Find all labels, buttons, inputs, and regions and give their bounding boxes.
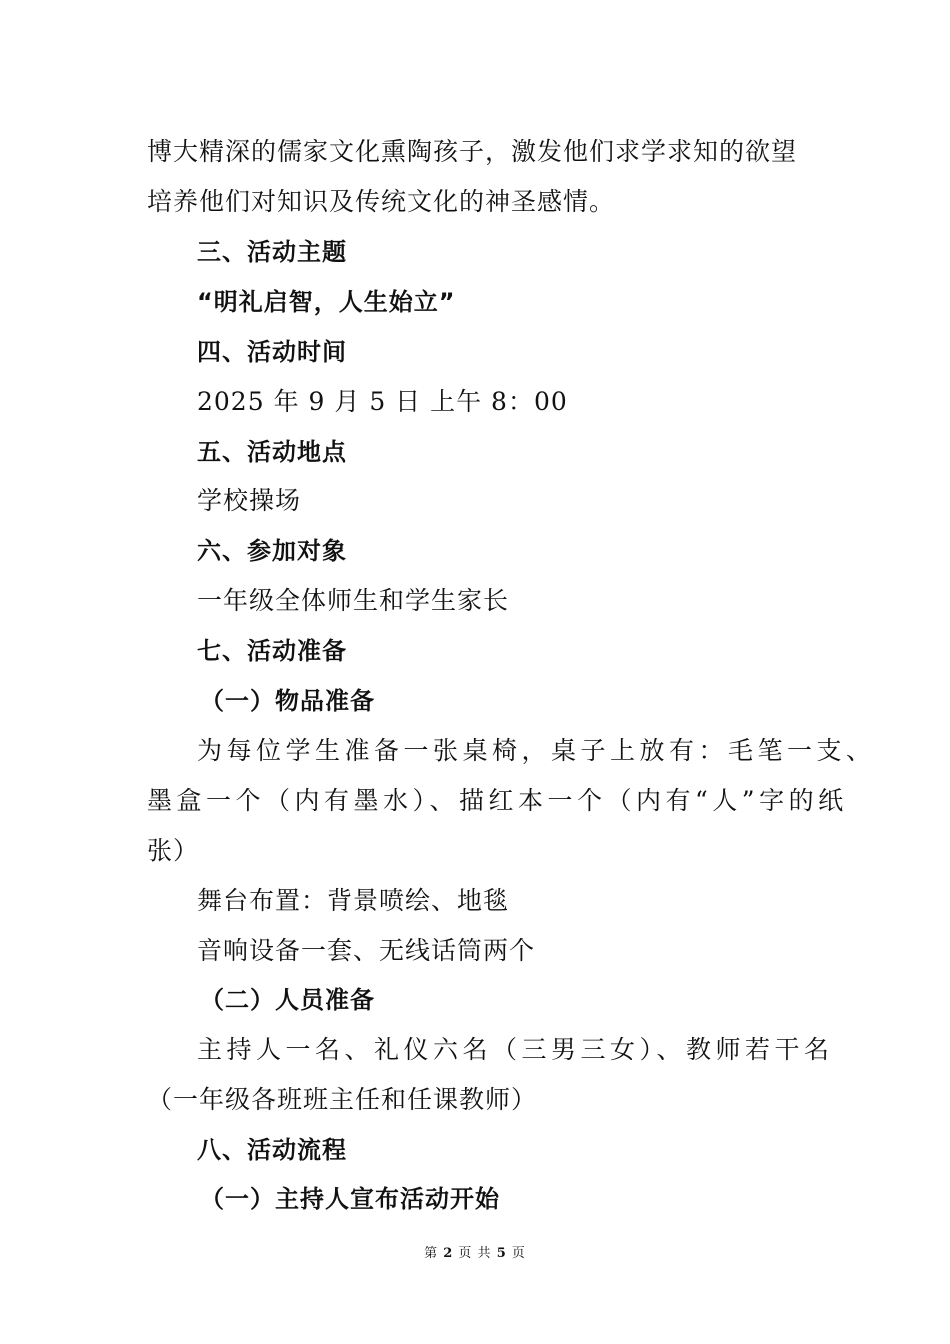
current-page-number: 2	[443, 1246, 454, 1261]
body-text-line: （一年级各班班主任和任课教师）	[147, 1085, 538, 1114]
section-heading: 四、活动时间	[197, 338, 347, 366]
body-text-line: 培养他们对知识及传统文化的神圣感情。	[147, 187, 616, 216]
participants: 一年级全体师生和学生家长	[197, 586, 510, 615]
body-text-line: 博大精深的儒家文化熏陶孩子，激发他们求学求知的欲望	[147, 137, 798, 166]
subsection-heading: （二）人员准备	[200, 986, 375, 1014]
subsection-heading: （一）主持人宣布活动开始	[200, 1185, 500, 1213]
footer-suffix: 页	[511, 1246, 526, 1261]
body-text-line: 音响设备一套、无线话筒两个	[197, 936, 536, 965]
body-text-line: 墨盒一个（内有墨水）、描红本一个（内有“人”字的纸	[147, 786, 848, 815]
activity-location: 学校操场	[197, 486, 302, 515]
section-heading: 八、活动流程	[197, 1136, 347, 1164]
body-text-line: 主持人一名、礼仪六名（三男三女）、教师若干名	[197, 1035, 834, 1064]
body-text-line: 为每位学生准备一张桌椅，桌子上放有：毛笔一支、	[197, 736, 876, 765]
total-page-number: 5	[496, 1246, 507, 1261]
footer-middle: 页 共	[458, 1246, 492, 1261]
section-heading: 六、参加对象	[197, 537, 347, 565]
page-footer	[0, 1246, 950, 1262]
body-text-line: 张）	[147, 836, 200, 865]
section-heading: 五、活动地点	[197, 438, 347, 466]
subsection-heading: （一）物品准备	[200, 687, 375, 715]
activity-time: 2025 年 9 月 5 日 上午 8：00	[197, 387, 568, 416]
activity-theme: “明礼启智，人生始立”	[197, 288, 456, 316]
footer-prefix: 第	[424, 1246, 439, 1261]
section-heading: 七、活动准备	[197, 637, 347, 665]
section-heading: 三、活动主题	[197, 238, 347, 266]
body-text-line: 舞台布置：背景喷绘、地毯	[197, 886, 510, 915]
